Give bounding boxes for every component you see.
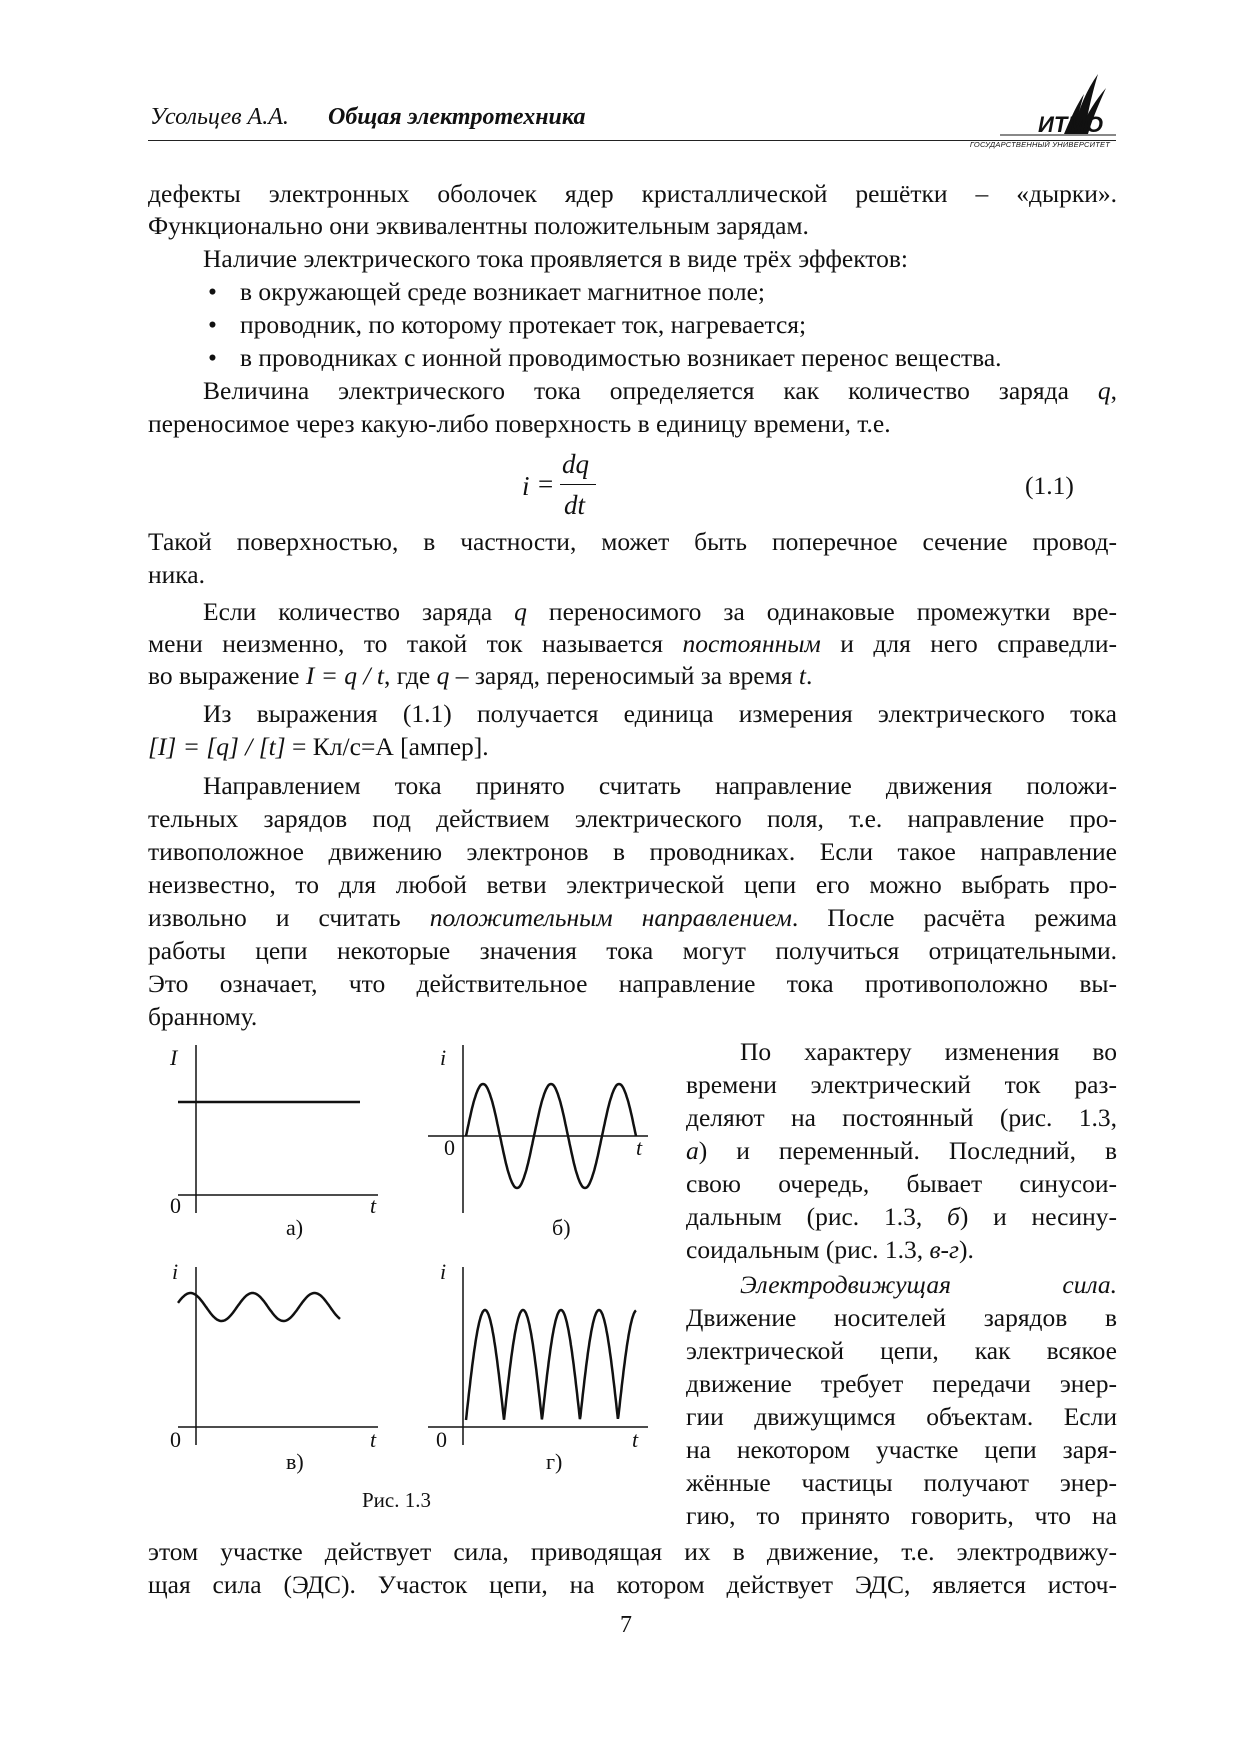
text-line: дефекты электронных оболочек ядер кристаллической решётки – «дырки». xyxy=(148,179,1117,208)
text-line: свою очередь, бывает синусои- xyxy=(686,1169,1117,1198)
figure-caption: Рис. 1.3 xyxy=(362,1488,431,1512)
text-line: дальным (рис. 1.3, б) и несину- xyxy=(686,1202,1117,1231)
panel-b-label: б) xyxy=(552,1215,571,1240)
panel-b-y-label: i xyxy=(440,1045,447,1070)
text-line: ника. xyxy=(148,560,205,589)
text-line: щая сила (ЭДС). Участок цепи, на котором действует ЭДС, является источ- xyxy=(148,1570,1117,1599)
bullet-symbol: • xyxy=(208,277,217,306)
text-line: гии движущимся объектам. Если xyxy=(686,1402,1117,1431)
panel-c-x-label: t xyxy=(370,1427,377,1452)
panel-a-label: а) xyxy=(286,1215,304,1240)
formula-denominator: dt xyxy=(564,490,586,520)
panel-c-origin: 0 xyxy=(170,1427,181,1452)
bullet-item: в проводниках с ионной проводимостью возникает перенос вещества. xyxy=(240,343,1002,372)
formula-equals: = xyxy=(538,469,554,499)
text-line: [I] = [q] / [t] = Кл/с=А [ампер]. xyxy=(148,732,489,761)
panel-b-x-label: t xyxy=(636,1135,643,1160)
formula-numerator: dq xyxy=(562,449,589,479)
equation-number: (1.1) xyxy=(1025,471,1074,500)
itmo-logo xyxy=(960,72,1116,152)
text-line: Наличие электрического тока проявляется в виде трёх эффектов: xyxy=(203,244,908,273)
logo-text: ИТМО xyxy=(1038,112,1103,137)
header-author: Усольцев А.А. xyxy=(150,104,289,130)
text-line: мени неизменно, то такой ток называется постоянным и для него справедли- xyxy=(148,629,1117,658)
panel-a-y-label: I xyxy=(170,1045,178,1070)
text-line: этом участке действует сила, приводящая их в движение, т.е. электродвижу- xyxy=(148,1537,1117,1566)
text-line: времени электрический ток раз- xyxy=(686,1070,1117,1099)
text-line: Движение носителей зарядов в xyxy=(686,1303,1117,1332)
text-line: гию, то принято говорить, что на xyxy=(686,1501,1117,1530)
panel-d-y-label: i xyxy=(440,1259,447,1284)
text-line: электрической цепи, как всякое xyxy=(686,1336,1117,1365)
panel-c-offset-wave xyxy=(178,1293,340,1321)
text-line: работы цепи некоторые значения тока могут получиться отрицательными. xyxy=(148,936,1117,965)
panel-c-label: в) xyxy=(286,1449,304,1474)
text-line: на некотором участке цепи заря- xyxy=(686,1435,1117,1464)
panel-d-x-label: t xyxy=(632,1427,639,1452)
panel-d-label: г) xyxy=(546,1449,563,1474)
page-number: 7 xyxy=(620,1612,632,1638)
text-line: По характеру изменения во xyxy=(740,1037,1117,1066)
text-line: Такой поверхностью, в частности, может быть поперечное сечение провод- xyxy=(148,527,1117,556)
panel-a-origin: 0 xyxy=(170,1193,181,1218)
figure-svg xyxy=(148,1045,668,1515)
bullet-symbol: • xyxy=(208,343,217,372)
text-line: а) и переменный. Последний, в xyxy=(686,1136,1117,1165)
text-line: Это означает, что действительное направление тока противоположно вы- xyxy=(148,969,1117,998)
header-title: Общая электротехника xyxy=(328,104,586,130)
formula-lhs: i xyxy=(522,471,530,501)
text-line: Если количество заряда q переносимого за одинаковые промежутки вре- xyxy=(203,597,1117,626)
bullet-symbol: • xyxy=(208,310,217,339)
text-line: жённые частицы получают энер- xyxy=(686,1468,1117,1497)
text-line: движение требует передачи энер- xyxy=(686,1369,1117,1398)
text-line: извольно и считать положительным направлением. После расчёта режима xyxy=(148,903,1117,932)
bullet-item: в окружающей среде возникает магнитное поле; xyxy=(240,277,765,306)
text-line: Из выражения (1.1) получается единица измерения электрического тока xyxy=(203,699,1117,728)
logo-subtitle: ГОСУДАРСТВЕННЫЙ УНИВЕРСИТЕТ xyxy=(969,140,1110,149)
text-line: Направлением тока принято считать направление движения положи- xyxy=(203,771,1117,800)
panel-a-x-label: t xyxy=(370,1193,377,1218)
text-line: деляют на постоянный (рис. 1.3, xyxy=(686,1103,1117,1132)
text-line: переносимое через какую-либо поверхность в единицу времени, т.е. xyxy=(148,409,891,438)
text-line: бранному. xyxy=(148,1002,258,1031)
text-line: во выражение I = q / t, где q – заряд, переносимый за время t. xyxy=(148,661,813,690)
text-line: тельных зарядов под действием электрического поля, т.е. направление про- xyxy=(148,804,1117,833)
text-line: Величина электрического тока определяется как количество заряда q, xyxy=(203,376,1117,405)
text-line: неизвестно, то для любой ветви электрической цепи его можно выбрать про- xyxy=(148,870,1117,899)
figure-1-3 xyxy=(148,1045,668,1515)
text-line: соидальным (рис. 1.3, в-г). xyxy=(686,1235,974,1264)
panel-d-rectified-wave xyxy=(466,1310,636,1420)
panel-c-y-label: i xyxy=(172,1259,179,1284)
text-line: тивоположное движению электронов в проводниках. Если такое направление xyxy=(148,837,1117,866)
text-line: Электродвижущая сила. xyxy=(740,1270,1117,1299)
bullet-item: проводник, по которому протекает ток, нагревается; xyxy=(240,310,807,339)
panel-b-origin: 0 xyxy=(444,1135,455,1160)
panel-d-origin: 0 xyxy=(436,1427,447,1452)
text-line: Функционально они эквивалентны положительным зарядам. xyxy=(148,211,809,240)
fraction-bar xyxy=(560,484,596,485)
